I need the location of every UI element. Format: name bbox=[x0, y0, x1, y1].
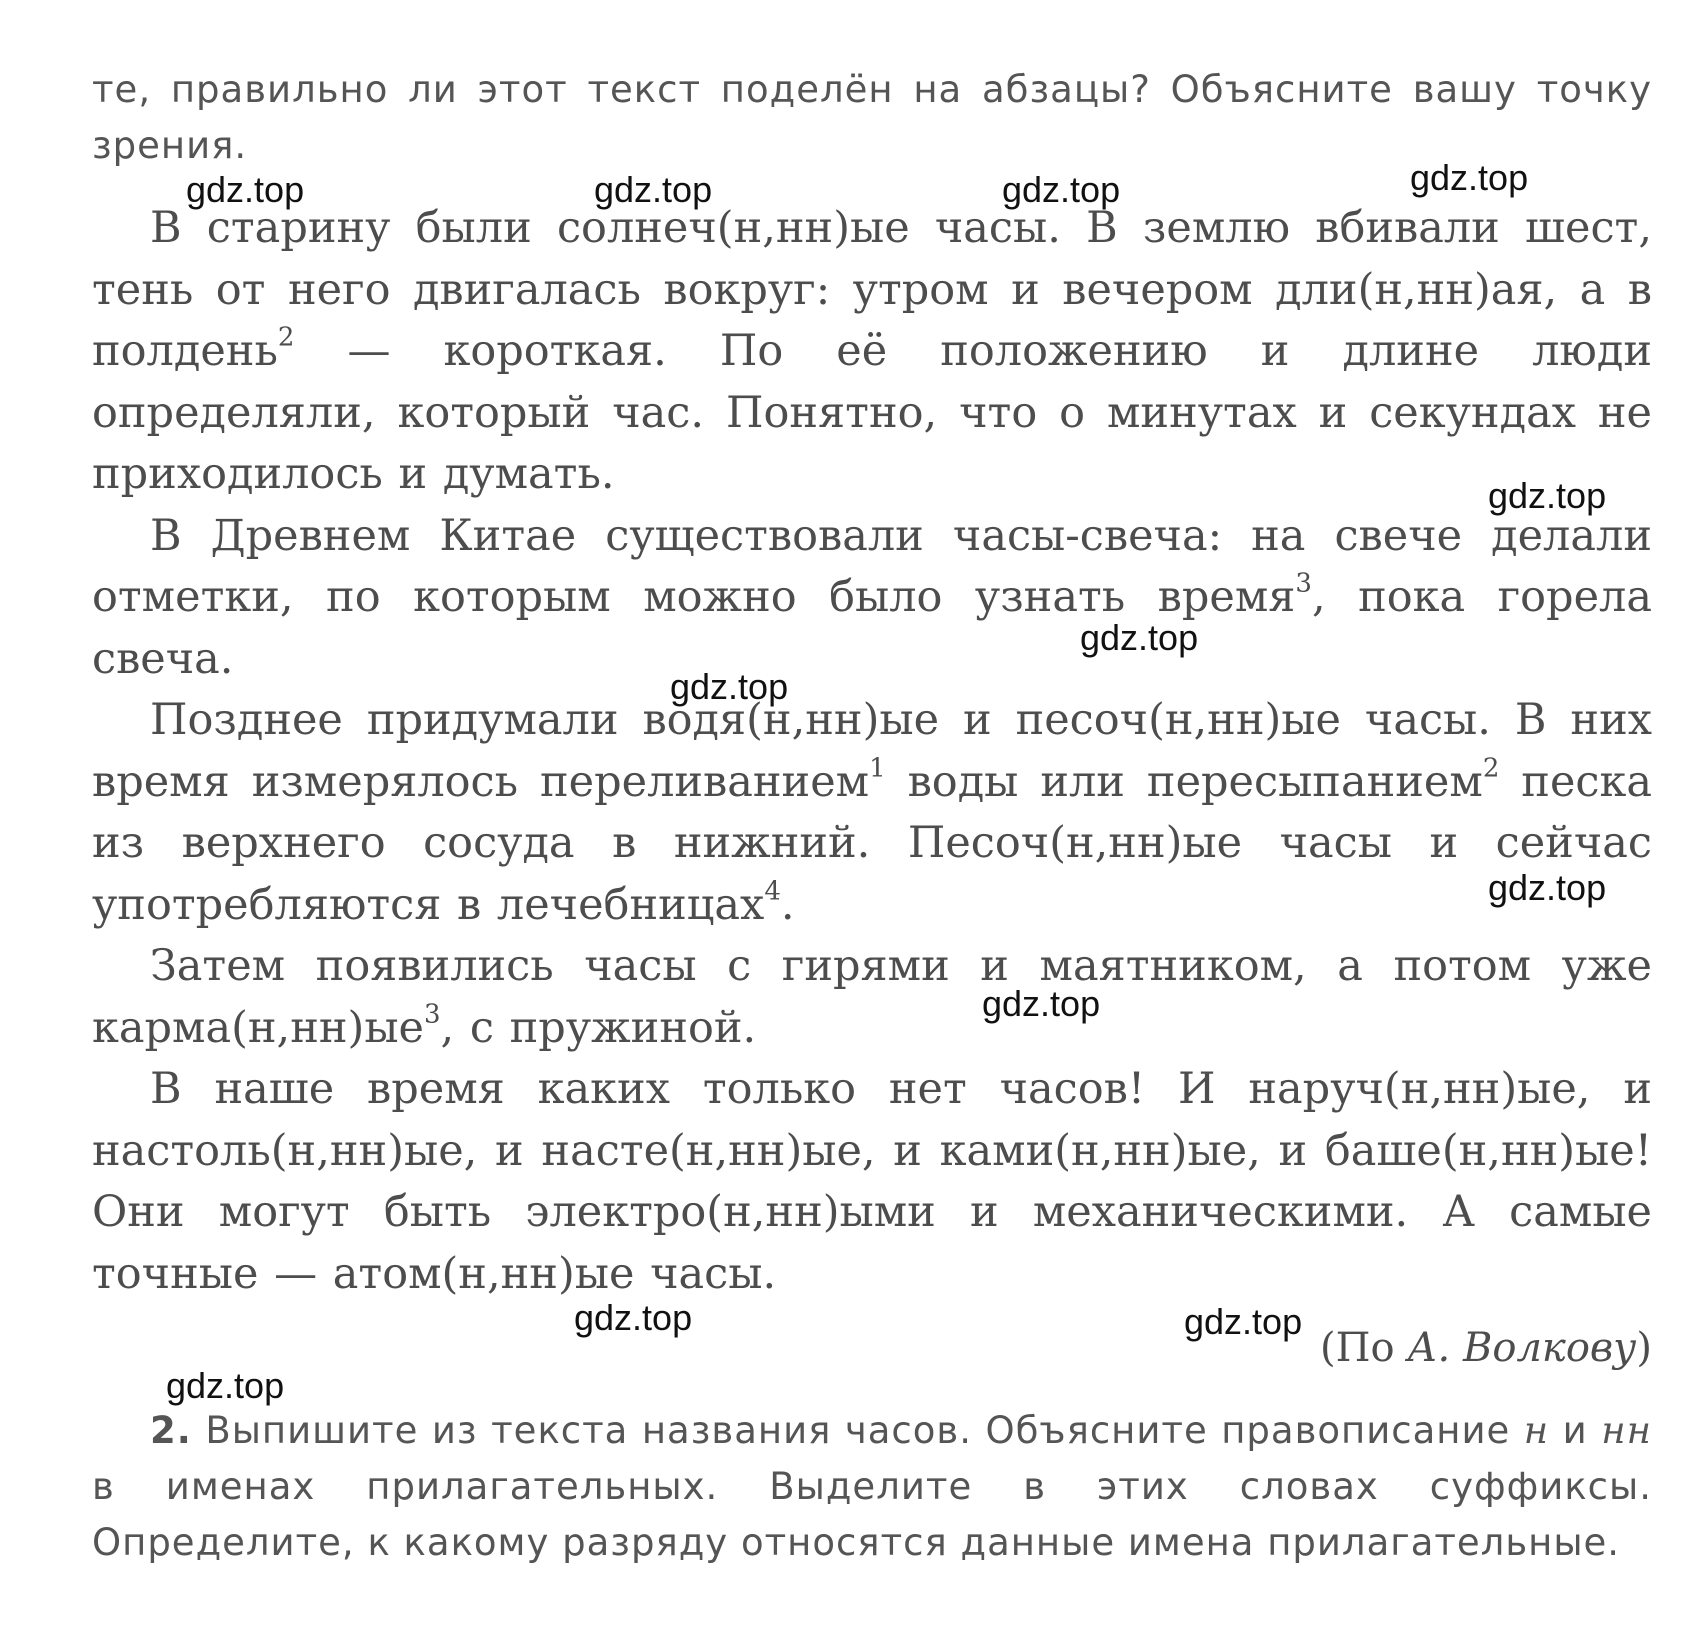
watermark: gdz.top bbox=[1488, 867, 1607, 908]
paragraph-1-part-2: — короткая. По её положению и длине люди определяли, который час. Понятно, что о минутах и секундах не приходилось и думать. bbox=[92, 326, 1652, 499]
watermark: gdz.top bbox=[1410, 157, 1529, 198]
footnote-mark: 4 bbox=[764, 876, 781, 906]
task-text-part-3: в именах прилагательных. Выделите в этих словах суффиксы. Определите, к какому разряду относятся данные имена прилагательные. bbox=[92, 1465, 1652, 1564]
task-letter-n: н bbox=[1523, 1409, 1550, 1452]
task-letter-nn: нн bbox=[1601, 1409, 1652, 1452]
footnote-mark: 2 bbox=[1482, 753, 1500, 783]
attribution-open: (По bbox=[1319, 1325, 1408, 1371]
task-2 bbox=[92, 1403, 1652, 1571]
paragraph-1 bbox=[92, 198, 1652, 506]
paragraph-3-part-4: . bbox=[780, 879, 795, 930]
footnote-mark: 1 bbox=[869, 753, 886, 783]
task-number: 2. bbox=[150, 1409, 192, 1452]
attribution bbox=[92, 1323, 1652, 1373]
footnote-mark: 2 bbox=[277, 322, 295, 353]
paragraph-2-part-2: , пока горела свеча. bbox=[92, 572, 1652, 684]
watermark: gdz.top bbox=[574, 1297, 693, 1338]
task-text-part-1: Выпишите из текста названия часов. Объясните правописание bbox=[191, 1409, 1524, 1452]
watermark: gdz.top bbox=[1488, 475, 1607, 516]
watermark: gdz.top bbox=[670, 666, 789, 707]
paragraph-3-part-1: Позднее придумали водя(н,нн)ые и песоч(н,нн)ые часы. В них время измерялось переливанием bbox=[92, 695, 1652, 807]
textbook-page bbox=[92, 62, 1652, 1571]
paragraph-4-part-2: , с пружиной. bbox=[440, 1002, 757, 1053]
watermark: gdz.top bbox=[186, 169, 305, 210]
watermark: gdz.top bbox=[594, 169, 713, 210]
paragraph-3-part-3: песка из верхнего сосуда в нижний. Песоч(н,нн)ые часы и сейчас употребляются в лечебницах bbox=[92, 756, 1652, 930]
paragraph-2-part-1: В Древнем Китае существовали часы-свеча: на свече делали отметки, по которым можно было узнать время bbox=[92, 510, 1652, 622]
paragraph-2 bbox=[92, 506, 1652, 691]
paragraph-3 bbox=[92, 690, 1652, 936]
footnote-mark: 3 bbox=[424, 999, 441, 1029]
main-text bbox=[92, 198, 1652, 1305]
paragraph-1-part-1: В старину были солнеч(н,нн)ые часы. В землю вбивали шест, тень от него двигалась вокруг: утром и вечером дли(н,нн)ая, а в полдень bbox=[92, 203, 1652, 376]
paragraph-5: В наше время каких только нет часов! И наруч(н,нн)ые, и настоль(н,нн)ые, и насте(н,нн)ые, и ками(н,нн)ые, и баше(н,нн)ые! Они могут быть электро(н,нн)ыми и механическими. А самые точные — атом(н,нн)ые часы. bbox=[92, 1064, 1652, 1299]
intro-text: те, правильно ли этот текст поделён на абзацы? Объясните вашу точку зрения. bbox=[92, 68, 1652, 167]
watermark: gdz.top bbox=[1002, 169, 1121, 210]
watermark: gdz.top bbox=[166, 1365, 285, 1406]
attribution-close: ) bbox=[1636, 1325, 1652, 1371]
paragraph-3-part-2: воды или пересыпанием bbox=[885, 756, 1483, 807]
watermark: gdz.top bbox=[1184, 1301, 1303, 1342]
paragraph-4 bbox=[92, 936, 1652, 1059]
attribution-author: А. Волкову bbox=[1407, 1325, 1637, 1371]
watermark: gdz.top bbox=[1080, 617, 1199, 658]
footnote-mark: 3 bbox=[1295, 568, 1312, 599]
watermark: gdz.top bbox=[982, 983, 1101, 1024]
task-text-part-2: и bbox=[1549, 1409, 1602, 1452]
paragraph-4-part-1: Затем появились часы с гирями и маятником, а потом уже карма(н,нн)ые bbox=[92, 941, 1652, 1053]
